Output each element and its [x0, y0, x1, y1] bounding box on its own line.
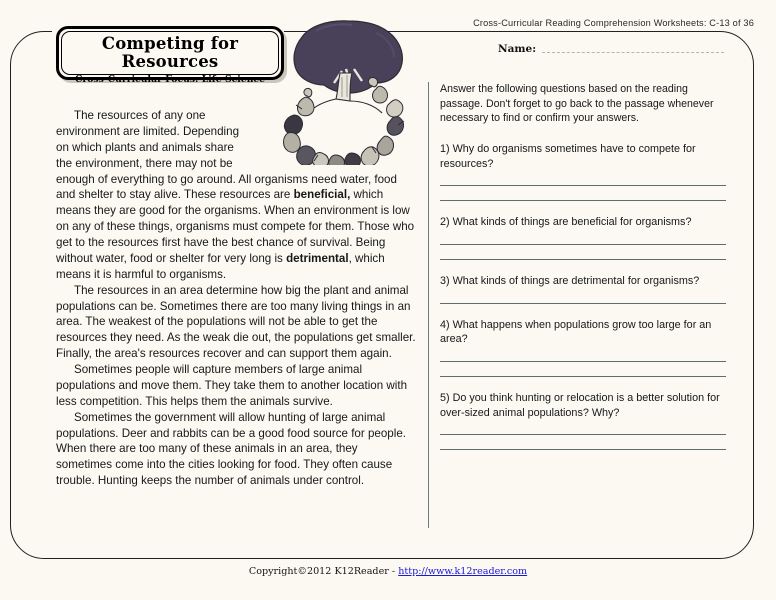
passage-paragraph-3: Sometimes people will capture members of large animal populations and move them. They take them to another location with less competition. This helps them the animals survive. [56, 363, 408, 408]
answer-line[interactable] [440, 185, 726, 186]
passage-p1-part3: , which means it is harmful to organisms. [56, 251, 385, 281]
k12reader-link[interactable]: http://www.k12reader.com [398, 566, 528, 577]
worksheet-series-label: Cross-Curricular Reading Comprehension Worksheets: C-13 of 36 [473, 18, 754, 28]
page-subtitle: Cross-Curricular Focus: Life Science [75, 74, 265, 86]
reading-passage [56, 108, 416, 489]
question-2-text: 2) What kinds of things are beneficial for organisms? [440, 216, 692, 229]
question-3 [440, 274, 726, 304]
answer-line[interactable] [440, 303, 726, 304]
question-4 [440, 318, 726, 377]
passage-paragraph-4: Sometimes the government will allow hunting of large animal populations. Deer and rabbits can be a good food source for people. When there are too many of these animals in an area, they sometimes come into the cities looking for food. They often cause trouble. Hunting keeps the number of animals under control. [56, 410, 406, 488]
copyright-text: Copyright©2012 K12Reader - [248, 566, 399, 577]
answer-line[interactable] [440, 200, 726, 201]
question-2 [440, 215, 726, 260]
answer-line[interactable] [440, 434, 726, 435]
answer-line[interactable] [440, 259, 726, 260]
column-divider [428, 82, 429, 528]
footer [0, 566, 776, 577]
question-4-text: 4) What happens when populations grow too large for an area? [440, 318, 712, 346]
name-field[interactable] [498, 43, 724, 55]
illustration-text-wrap-spacer [244, 108, 416, 170]
passage-paragraph-2: The resources in an area determine how big the plant and animal populations can be. Sometimes there are too many living things in an area. The weakest of the populations will not be able to get the resources they need. As the weak die out, the populations get smaller. Finally, the area's resources recover and can support them again. [56, 283, 416, 361]
passage-column [56, 108, 416, 489]
worksheet-title-box [56, 26, 284, 86]
answer-line[interactable] [440, 361, 726, 362]
question-1 [440, 142, 726, 201]
name-label: Name: [498, 43, 537, 55]
answer-line[interactable] [440, 449, 726, 450]
passage-p1-part1: The resources of any one environment are limited. Depending on which plants and animals share the environment, there may not be enough of everything to go around. All organisms need water, food and shelter to stay alive. These resources are [56, 109, 397, 202]
page-title: Competing for Resources [101, 34, 239, 72]
passage-p1-part2: which means they are good for the organisms. When an environment is low on any of these things, organisms must compete for them. Those who get to the resources first have the best chance of survival. Being without water, food or shelter for very long is [56, 188, 415, 265]
question-3-text: 3) What kinds of things are detrimental for organisms? [440, 274, 700, 287]
answer-line[interactable] [440, 244, 726, 245]
questions-column [440, 82, 726, 464]
name-input-line[interactable] [542, 51, 724, 53]
term-beneficial: beneficial, [293, 188, 351, 202]
answer-line[interactable] [440, 376, 726, 377]
instructions-text: Answer the following questions based on the reading passage. Don't forget to go back to the passage whenever necessary to find or confirm your answers. [440, 83, 714, 125]
question-5 [440, 391, 726, 450]
question-5-text: 5) Do you think hunting or relocation is a better solution for over-sized animal populations? Why? [440, 391, 720, 419]
term-detrimental: detrimental [286, 251, 349, 265]
question-1-text: 1) Why do organisms sometimes have to compete for resources? [440, 142, 696, 170]
